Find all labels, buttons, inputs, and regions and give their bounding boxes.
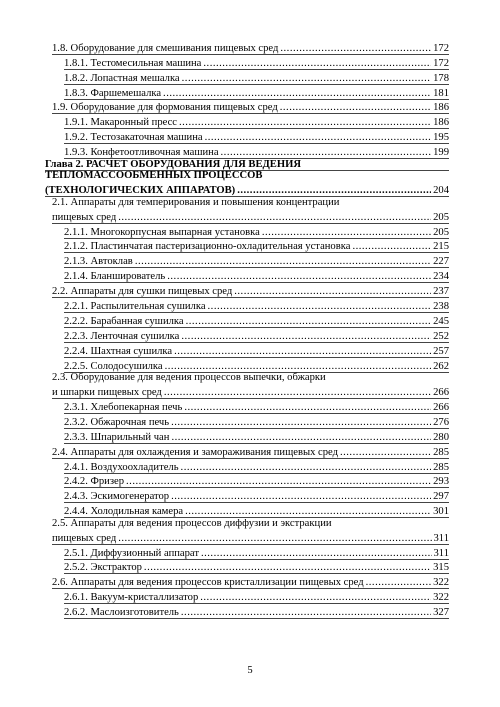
- toc-entry-2-6-2[interactable]: [64, 604, 449, 619]
- toc-entry-page: 322: [433, 592, 449, 604]
- toc-entry-page: 204: [433, 185, 449, 197]
- toc-leader-dots: [167, 270, 431, 283]
- toc-entry-2-3[interactable]: [52, 384, 449, 399]
- toc-entry-page: 285: [433, 446, 449, 458]
- toc-leader-dots: [163, 87, 431, 100]
- toc-leader-dots: [280, 42, 431, 55]
- toc-leader-dots: [181, 330, 431, 343]
- toc-entry-page: 205: [433, 211, 449, 223]
- toc-entry-title: 1.9.2. Тестозакаточная машина: [64, 132, 203, 144]
- toc-leader-dots: [184, 401, 431, 414]
- toc-entry-title: 2.4.4. Холодильная камера: [64, 506, 184, 518]
- toc-entry-page: 266: [433, 401, 449, 413]
- toc-entry-title: 1.8. Оборудование для смешивания пищевых сред: [52, 42, 279, 54]
- toc-entry-2-5-2[interactable]: [64, 560, 449, 575]
- toc-entry-1-8-1[interactable]: [64, 55, 449, 70]
- table-of-contents: [0, 40, 500, 619]
- toc-entry-page: 276: [433, 416, 449, 428]
- toc-leader-dots: [205, 131, 432, 144]
- toc-leader-dots: [234, 285, 431, 298]
- toc-entry-2-2-3[interactable]: [64, 328, 449, 343]
- toc-entry-2-4-3[interactable]: [64, 488, 449, 503]
- toc-entry-title: 2.6. Аппараты для ведения процессов кристаллизации пищевых сред: [52, 577, 364, 589]
- toc-entry-2-6-1[interactable]: [64, 589, 449, 604]
- toc-entry-title: 2.3. Оборудование для ведения процессов выпечки, обжарки: [52, 372, 326, 384]
- toc-entry-page: 311: [433, 547, 449, 559]
- toc-leader-dots: [144, 561, 431, 574]
- toc-leader-dots: [200, 591, 431, 604]
- toc-leader-dots: [201, 547, 432, 560]
- toc-leader-dots: [186, 315, 432, 328]
- toc-leader-dots: [262, 226, 431, 239]
- toc-entry-page: 195: [433, 132, 449, 144]
- toc-leader-dots: [171, 431, 431, 444]
- toc-entry-2-5-1[interactable]: [64, 545, 449, 560]
- toc-leader-dots: [181, 606, 431, 619]
- toc-entry-page: 186: [433, 117, 449, 129]
- toc-entry-page: 257: [433, 345, 449, 357]
- toc-entry-2-1-3[interactable]: [64, 253, 449, 268]
- toc-entry-page: 245: [433, 315, 449, 327]
- toc-entry-title: 2.2.4. Шахтная сушилка: [64, 345, 173, 357]
- toc-leader-dots: [135, 255, 431, 268]
- toc-entry-title: 2.3.2. Обжарочная печь: [64, 416, 170, 428]
- toc-leader-dots: [208, 300, 432, 313]
- toc-entry-title: 2.5. Аппараты для ведения процессов диффузии и экстракции: [52, 517, 332, 529]
- toc-leader-dots: [182, 72, 431, 85]
- toc-entry-page: 322: [433, 577, 449, 589]
- toc-entry-1-9[interactable]: [52, 100, 449, 115]
- toc-entry-title: 2.1.2. Пластинчатая пастеризационно-охладительная установка: [64, 241, 351, 253]
- toc-entry-2-6[interactable]: [52, 574, 449, 589]
- toc-leader-dots: [171, 416, 431, 429]
- toc-entry-2-3-2[interactable]: [64, 414, 449, 429]
- toc-leader-dots: [203, 57, 431, 70]
- toc-entry-page: 266: [433, 387, 449, 399]
- toc-entry-title: 2.2.2. Барабанная сушилка: [64, 315, 184, 327]
- toc-leader-dots: [179, 116, 431, 129]
- toc-leader-dots: [174, 345, 431, 358]
- toc-chapter-title: Глава 2. РАСЧЕТ ОБОРУДОВАНИЯ ДЛЯ ВЕДЕНИЯ: [45, 158, 302, 170]
- toc-entry-page: 311: [433, 532, 449, 544]
- toc-entry-2-1-4[interactable]: [64, 268, 449, 283]
- toc-entry-title: 2.6.2. Маслоизготовитель: [64, 607, 179, 619]
- toc-entry-page: 238: [433, 301, 449, 313]
- toc-entry-title: 1.8.3. Фаршемешалка: [64, 87, 162, 99]
- toc-entry-title: пищевых сред: [52, 211, 117, 223]
- toc-entry-2-1[interactable]: [52, 209, 449, 224]
- toc-entry-page: 205: [433, 226, 449, 238]
- toc-entry-title: и шпарки пищевых сред: [52, 387, 162, 399]
- toc-entry-title: 1.8.1. Тестомесильная машина: [64, 57, 202, 69]
- toc-entry-2-5-line-1[interactable]: [52, 518, 449, 530]
- toc-leader-dots: [164, 386, 431, 399]
- toc-entry-title: 2.2.5. Солодосушилка: [64, 360, 163, 372]
- toc-entry-page: 252: [433, 330, 449, 342]
- toc-leader-dots: [126, 475, 431, 488]
- toc-entry-2-2[interactable]: [52, 283, 449, 298]
- toc-entry-title: 2.4.1. Воздухоохладитель: [64, 461, 179, 473]
- toc-entry-page: 234: [433, 271, 449, 283]
- toc-entry-title: 2.1.4. Бланширователь: [64, 271, 166, 283]
- toc-entry-title: 2.4.3. Эскимогенератор: [64, 491, 170, 503]
- toc-entry-page: 227: [433, 256, 449, 268]
- toc-entry-2-5[interactable]: [52, 530, 449, 545]
- toc-entry-title: 1.9.1. Макаронный пресс: [64, 117, 177, 129]
- toc-chapter-2-line-2[interactable]: [45, 171, 449, 183]
- toc-entry-page: 301: [433, 506, 449, 518]
- toc-entry-page: 327: [433, 607, 449, 619]
- toc-entry-2-3-line-1[interactable]: [52, 373, 449, 385]
- toc-entry-page: 181: [433, 87, 449, 99]
- toc-entry-title: 2.4.2. Фризер: [64, 476, 125, 488]
- toc-entry-2-3-3[interactable]: [64, 429, 449, 444]
- toc-entry-title: 2.6.1. Вакуум-кристаллизатор: [64, 592, 199, 604]
- toc-chapter-title: (ТЕХНОЛОГИЧЕСКИХ АППАРАТОВ): [45, 185, 236, 197]
- toc-entry-page: 297: [433, 491, 449, 503]
- toc-entry-2-2-1[interactable]: [64, 298, 449, 313]
- page-number: 5: [247, 665, 253, 676]
- toc-entry-title: 2.5.2. Экстрактор: [64, 562, 142, 574]
- toc-entry-title: 2.1. Аппараты для темперирования и повышения концентрации: [52, 196, 340, 208]
- toc-leader-dots: [340, 446, 431, 459]
- toc-entry-title: 2.2. Аппараты для сушки пищевых сред: [52, 286, 233, 298]
- toc-entry-title: 2.2.1. Распылительная сушилка: [64, 301, 206, 313]
- toc-entry-2-4-1[interactable]: [64, 459, 449, 474]
- toc-entry-page: 262: [433, 360, 449, 372]
- toc-entry-title: 2.2.3. Ленточная сушилка: [64, 330, 180, 342]
- toc-entry-title: 2.3.3. Шпарильный чан: [64, 431, 170, 443]
- toc-entry-page: 186: [433, 102, 449, 114]
- toc-entry-page: 178: [433, 72, 449, 84]
- toc-entry-page: 293: [433, 476, 449, 488]
- toc-entry-title: 2.4. Аппараты для охлаждения и замораживания пищевых сред: [52, 446, 338, 458]
- toc-entry-page: 172: [433, 57, 449, 69]
- toc-entry-title: 2.5.1. Диффузионный аппарат: [64, 547, 199, 559]
- toc-entry-2-1-1[interactable]: [64, 224, 449, 239]
- toc-entry-title: 2.1.1. Многокорпусная выпарная установка: [64, 226, 260, 238]
- toc-entry-2-4-2[interactable]: [64, 474, 449, 489]
- toc-entry-page: 237: [433, 286, 449, 298]
- toc-entry-title: 1.8.2. Лопастная мешалка: [64, 72, 180, 84]
- toc-entry-title: пищевых сред: [52, 532, 117, 544]
- toc-leader-dots: [366, 576, 431, 589]
- toc-entry-2-3-1[interactable]: [64, 399, 449, 414]
- toc-entry-2-2-2[interactable]: [64, 313, 449, 328]
- toc-entry-page: 215: [433, 241, 449, 253]
- toc-entry-1-9-1[interactable]: [64, 114, 449, 129]
- toc-leader-dots: [352, 240, 431, 253]
- toc-entry-1-8-2[interactable]: [64, 70, 449, 85]
- toc-entry-1-8-3[interactable]: [64, 85, 449, 100]
- toc-leader-dots: [181, 461, 432, 474]
- toc-leader-dots: [118, 211, 431, 224]
- toc-entry-1-8[interactable]: [52, 40, 449, 55]
- toc-entry-page: 315: [433, 562, 449, 574]
- toc-entry-page: 172: [433, 42, 449, 54]
- toc-entry-1-9-2[interactable]: [64, 129, 449, 144]
- toc-entry-page: 280: [433, 431, 449, 443]
- toc-entry-2-2-4[interactable]: [64, 343, 449, 358]
- toc-entry-2-1-2[interactable]: [64, 239, 449, 254]
- toc-entry-2-1-line-1[interactable]: [52, 197, 449, 209]
- toc-entry-title: 2.1.3. Автоклав: [64, 256, 133, 268]
- toc-leader-dots: [118, 532, 431, 545]
- toc-entry-page: 199: [433, 147, 449, 159]
- toc-leader-dots: [280, 101, 431, 114]
- toc-entry-title: 1.9.3. Конфетоотливочная машина: [64, 147, 219, 159]
- toc-chapter-title: ТЕПЛОМАССООБМЕННЫХ ПРОЦЕССОВ: [45, 170, 263, 182]
- toc-leader-dots: [171, 490, 431, 503]
- toc-entry-2-4[interactable]: [52, 444, 449, 459]
- toc-entry-title: 1.9. Оборудование для формования пищевых сред: [52, 102, 278, 114]
- toc-entry-page: 285: [433, 461, 449, 473]
- toc-entry-title: 2.3.1. Хлебопекарная печь: [64, 401, 183, 413]
